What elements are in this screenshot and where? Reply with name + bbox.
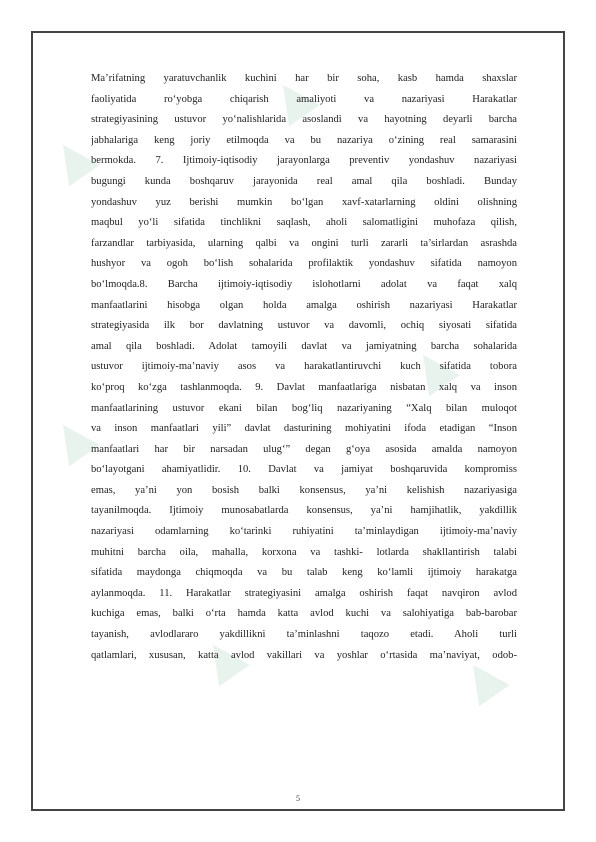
text-line: jabhalariga keng joriy etilmoqda va bu nazariya o‘zining real samarasini [91,134,517,146]
text-line: ko‘proq ko‘zga tashlanmoqda. 9. Davlat manfaatlariga nisbatan xalq va inson [91,381,517,393]
text-line: va inson manfaatlari yili” davlat dasturining mohiyatini ifoda etadigan “Inson [91,423,517,435]
text-line: manfaatlarini hisobga olgan holda amalga oshirish nazariyasi Harakatlar [91,299,517,311]
text-line: manfaatlari har bir narsadan ulug‘” degan g‘oya asosida amalda namoyon [91,443,517,455]
text-line: tayanilmoqda. Ijtimoiy munosabatlarda konsensus, ya’ni hamjihatlik, yakdillik [91,505,517,517]
watermark: ▲ [435,628,531,726]
text-line: strategiyasida ilk bor davlatning ustuvor va davomli, ochiq siyosati sifatida [91,320,517,332]
text-line: sifatida maydonga chiqmoqda va bu talab keng ko‘lamli ijtimoiy harakatga [91,567,517,579]
text-line: manfaatlarining ustuvor ekani bilan bog‘liq nazariyaning “Xalq bilan muloqot [91,402,517,414]
text-line: bo‘lmoqda.8. Barcha ijtimoiy-iqtisodiy islohotlarni adolat va faqat xalq [91,278,517,290]
text-line: qatlamlari, xususan, katta avlod vakillari va yoshlar o‘rtasida ma’naviyat, odob- [91,649,517,661]
text-line: farzandlar tarbiyasida, ularning qalbi va ongini turli zararli ta’sirlardan asrashda [91,237,517,249]
watermark: ▲ [25,108,121,206]
text-line: bugungi kunda boshqaruv jarayonida real amal qila boshladi. Bunday [91,175,517,187]
text-line: bo‘layotgani ahamiyatlidir. 10. Davlat va jamiyat boshqaruvida kompromiss [91,464,517,476]
body-text [91,69,517,666]
text-line: yondashuv yuz berishi mumkin bo‘lgan xavf-xatarlarning oldini olishning [91,196,517,208]
text-line: nazariyasi odamlarning ko‘tarinki ruhiyatini ta’minlaydigan ijtimoiy-ma’naviy [91,526,517,538]
watermark: ▲ [385,318,481,416]
text-line: emas, ya’ni yon bosish balki konsensus, ya’ni kelishish nazariyasiga [91,484,517,496]
text-line: bermokda. 7. Ijtimoiy-iqtisodiy jarayonlarga preventiv yondashuv nazariyasi [91,155,517,167]
text-line: faoliyatida ro‘yobga chiqarish amaliyoti va nazariyasi Harakatlar [91,93,517,105]
text-line: Ma’rifatning yaratuvchanlik kuchini har bir soha, kasb hamda shaxslar [91,73,517,84]
text-line: aylanmoqda. 11. Harakatlar strategiyasini amalga oshirish faqat navqiron avlod [91,587,517,599]
watermark: ▲ [245,48,341,146]
page-number: 5 [296,794,300,803]
watermark: ▲ [25,388,121,486]
text-line: hushyor va ogoh bo‘lish sohalarida profilaktik yondashuv sifatida namoyon [91,258,517,270]
text-line: kuchiga emas, balki o‘rta hamda katta avlod kuchi va salohiyatiga bab-barobar [91,608,517,620]
watermark: ▲ [175,608,271,706]
text-line: maqbul yo‘li sifatida tinchlikni saqlash, aholi salomatligini muhofaza qilish, [91,217,517,229]
text-line: amal qila boshladi. Adolat tamoyili davlat va jamiyatning barcha sohalarida [91,340,517,352]
text-line: muhitni barcha oila, mahalla, korxona va tashki- lotlarda shakllantirish talabi [91,546,517,558]
text-line: strategiyasining ustuvor yo‘nalishlarida asoslandi va hayotning deyarli barcha [91,114,517,126]
text-line: ustuvor ijtimoiy-ma’naviy asos va harakatlantiruvchi kuch sifatida tobora [91,361,517,373]
text-line: tayanish, avlodlararo yakdillikni ta’minlashni taqozo etadi. Aholi turli [91,629,517,641]
